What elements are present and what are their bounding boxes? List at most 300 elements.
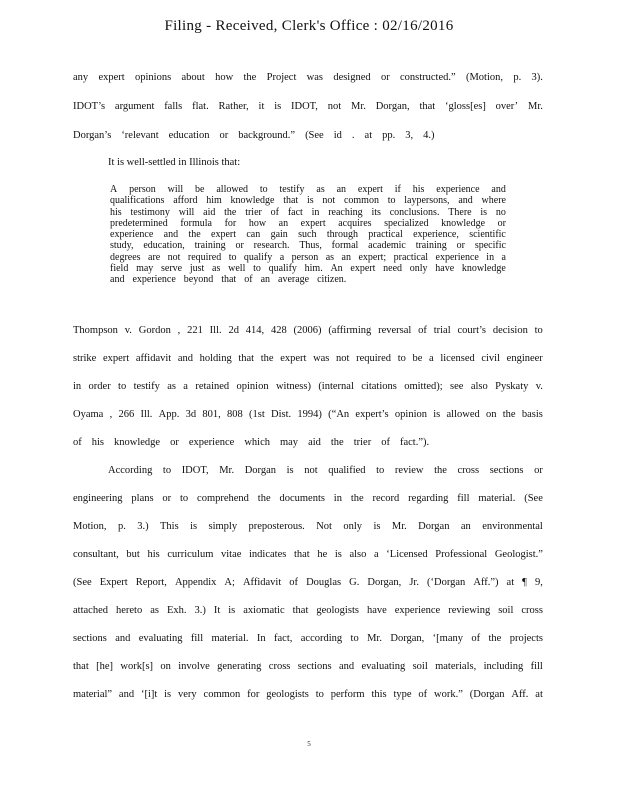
word: aid — [203, 206, 216, 218]
word: specific — [474, 240, 506, 252]
word: IDOT’s — [73, 101, 106, 112]
word: that — [283, 195, 299, 207]
word: to — [376, 465, 385, 476]
word: 3.) — [194, 605, 206, 616]
word: material. — [478, 493, 516, 504]
word: is — [228, 605, 236, 616]
word: plans — [131, 493, 154, 504]
word: very — [178, 689, 197, 700]
word: This — [160, 521, 179, 532]
word: and — [115, 633, 131, 644]
word: to — [350, 633, 359, 644]
word: Dorgan — [244, 465, 276, 476]
word: regarding — [408, 493, 449, 504]
word: 3d — [185, 409, 197, 420]
word: pp. — [382, 130, 396, 141]
text-line — [73, 689, 543, 700]
word: experience — [132, 274, 176, 286]
word: IDOT, — [181, 465, 209, 476]
word: in — [333, 493, 342, 504]
word: sections — [489, 465, 524, 476]
word: and — [110, 274, 125, 286]
word: as — [150, 605, 159, 616]
word: ¶ — [522, 577, 527, 588]
block-quote-line — [110, 274, 506, 285]
word: Gordon — [138, 325, 171, 336]
word: which — [244, 437, 270, 448]
word: not — [327, 101, 342, 112]
word: experience — [188, 437, 235, 448]
word: can — [246, 229, 261, 241]
word: omitted); — [404, 381, 443, 392]
word: App. — [158, 409, 180, 420]
word: Dorgan, — [390, 633, 425, 644]
word: or — [497, 217, 506, 229]
word: 221 — [187, 325, 203, 336]
block-quote-line — [110, 240, 506, 251]
word: Appendix — [174, 577, 217, 588]
word: is — [334, 549, 342, 560]
word: experience — [394, 605, 441, 616]
word: (2006) — [293, 325, 322, 336]
word: ‘Licensed — [386, 549, 428, 560]
word: afford — [173, 195, 198, 207]
word: experience — [435, 251, 479, 263]
block-quote-line — [110, 252, 506, 263]
word: or — [534, 465, 543, 476]
word: and — [118, 689, 135, 700]
word: average — [278, 274, 310, 286]
word: fill — [457, 493, 470, 504]
word: Ill. — [209, 325, 222, 336]
word: that — [419, 101, 436, 112]
word: 1994) — [297, 409, 322, 420]
word: experience — [436, 184, 480, 195]
block-quote-line — [110, 184, 506, 195]
word: qualify — [243, 251, 273, 263]
word: projects — [509, 633, 543, 644]
word: to — [534, 325, 543, 336]
word: was — [313, 353, 330, 364]
word: to — [397, 353, 406, 364]
word: Affidavit — [242, 577, 282, 588]
word: the — [188, 229, 201, 241]
word: p. — [513, 72, 522, 83]
word: about — [181, 72, 205, 83]
word: fact.”). — [399, 437, 430, 448]
word: sections — [73, 633, 107, 644]
word: as — [325, 251, 335, 263]
word: how — [215, 72, 234, 83]
word: environmental — [482, 521, 543, 532]
word: of — [244, 274, 253, 286]
word: (Dorgan — [469, 689, 505, 700]
word: aid — [308, 437, 321, 448]
word: experience, — [413, 229, 459, 241]
text-line — [73, 493, 543, 504]
word: common — [203, 689, 241, 700]
word: 266 — [118, 409, 135, 420]
word: expert’s — [355, 409, 389, 420]
word: also — [349, 549, 367, 560]
word: serve — [161, 263, 183, 275]
word: to — [259, 184, 268, 195]
word: court’s — [457, 325, 487, 336]
word: [he] — [96, 661, 114, 672]
word: opinions — [135, 72, 172, 83]
word: record — [372, 493, 400, 504]
word: it — [258, 101, 265, 112]
word: Dist. — [271, 409, 292, 420]
text-line — [73, 101, 543, 112]
word: Not — [316, 521, 332, 532]
word: hereto — [115, 605, 143, 616]
word: be — [195, 184, 205, 195]
word: (internal — [318, 381, 354, 392]
word: academic — [368, 240, 406, 252]
word: geologists — [316, 605, 359, 616]
word: engineering — [73, 493, 123, 504]
word: on — [486, 409, 497, 420]
word: field — [110, 263, 129, 275]
word: the — [488, 633, 502, 644]
word: qualified — [328, 465, 366, 476]
word: Motion, — [73, 521, 107, 532]
word: background.” — [238, 130, 296, 141]
word: expert — [357, 184, 383, 195]
word: argument — [114, 101, 155, 112]
word: to — [162, 465, 172, 476]
word: experience — [110, 229, 154, 241]
word: expert — [98, 72, 125, 83]
word: formula — [180, 217, 212, 229]
word: (See — [73, 577, 92, 588]
word: axiomatic — [243, 605, 285, 616]
word: basis — [521, 409, 543, 420]
word: (‘Dorgan — [427, 577, 466, 588]
word: trier — [353, 437, 372, 448]
word: According — [108, 465, 153, 476]
text-line — [73, 577, 543, 588]
word: specialized — [384, 217, 429, 229]
word: attached — [73, 605, 108, 616]
word: (1st — [249, 409, 265, 420]
word: beyond — [183, 274, 214, 286]
word: or — [456, 240, 465, 252]
intro-line: It is well-settled in Illinois that: — [108, 157, 241, 168]
word: work[s] — [120, 661, 154, 672]
word: soil — [412, 661, 428, 672]
word: according — [300, 633, 343, 644]
word: a — [279, 251, 285, 263]
word: that — [292, 605, 309, 616]
word: designed — [333, 72, 371, 83]
word: testimony — [130, 206, 170, 218]
text-line — [73, 72, 543, 83]
word: to — [315, 689, 324, 700]
word: or — [170, 437, 179, 448]
word: to — [180, 493, 189, 504]
word: to — [253, 263, 261, 275]
word: 2d — [228, 325, 239, 336]
word: an — [260, 274, 271, 286]
text-line — [73, 353, 543, 364]
word: perform — [330, 689, 365, 700]
word: where — [481, 195, 506, 207]
word: no — [495, 206, 506, 218]
word: review — [394, 465, 424, 476]
word: the — [257, 493, 271, 504]
word: cross — [268, 661, 291, 672]
text-line — [73, 130, 543, 141]
word: may — [279, 437, 299, 448]
word: Mr. — [528, 101, 543, 112]
word: qualify — [268, 263, 297, 275]
word: but — [126, 549, 140, 560]
word: research. — [253, 240, 290, 252]
word: citizen. — [317, 274, 347, 286]
word: Dorgan, — [367, 577, 402, 588]
word: is — [274, 101, 282, 112]
word: that — [238, 353, 255, 364]
word: a — [374, 549, 379, 560]
word: licensed — [440, 353, 475, 364]
word: for — [247, 689, 260, 700]
word: 3.) — [137, 521, 149, 532]
word: just — [189, 263, 205, 275]
word: an — [460, 521, 471, 532]
word: is — [164, 689, 172, 700]
page-number: 5 — [307, 740, 311, 748]
word: if — [394, 184, 401, 195]
block-quote-line — [110, 263, 506, 274]
word: its — [371, 206, 381, 218]
text-line — [73, 633, 543, 644]
word: of — [418, 689, 428, 700]
word: Aff. — [511, 689, 529, 700]
word: see — [450, 381, 464, 392]
word: him. — [304, 263, 323, 275]
word: , — [109, 409, 113, 420]
word: not — [322, 195, 336, 207]
word: evaluating — [361, 661, 406, 672]
word: him — [206, 195, 222, 207]
word: degrees — [110, 251, 141, 263]
word: how — [248, 217, 267, 229]
word: and — [177, 353, 194, 364]
word: materials, — [435, 661, 477, 672]
word: fact, — [274, 633, 293, 644]
word: training — [194, 240, 226, 252]
word: through — [326, 229, 358, 241]
word: an — [341, 251, 351, 263]
word: of — [471, 633, 481, 644]
word: over’ — [495, 101, 519, 112]
word: ‘[i]t — [140, 689, 158, 700]
word: Exh. — [166, 605, 187, 616]
word: Report, — [135, 577, 167, 588]
word: in — [73, 381, 82, 392]
word: reversal — [378, 325, 412, 336]
word: Pyskaty — [495, 381, 529, 392]
word: involve — [178, 661, 210, 672]
word: to — [228, 251, 237, 263]
word: for — [224, 217, 237, 229]
word: G. — [349, 577, 360, 588]
word: Jr. — [409, 577, 419, 588]
word: allowed — [216, 184, 249, 195]
word: It — [213, 605, 221, 616]
word: formal — [331, 240, 359, 252]
word: the — [350, 493, 364, 504]
word: retained — [195, 381, 230, 392]
word: and — [491, 184, 506, 195]
word: reaching — [328, 206, 363, 218]
word: knowledge — [461, 263, 506, 275]
block-quote-line — [110, 195, 506, 206]
word: consultant, — [73, 549, 119, 560]
word: material” — [73, 689, 113, 700]
word: A; — [224, 577, 235, 588]
word: expert — [280, 353, 307, 364]
word: to — [387, 195, 396, 207]
word: fill — [190, 633, 204, 644]
word: evaluating — [138, 633, 183, 644]
word: indicates — [249, 549, 287, 560]
block-quote-line — [110, 218, 506, 229]
word: any — [73, 72, 89, 83]
text-line — [73, 605, 543, 616]
word: or — [235, 240, 244, 252]
filing-stamp-header: Filing - Received, Clerk's Office : 02/16/2016 — [164, 18, 454, 34]
word: affidavit — [135, 353, 172, 364]
word: ‘[many — [432, 633, 463, 644]
word: 414, — [245, 325, 265, 336]
word: Mr. — [367, 633, 382, 644]
word: his — [110, 206, 122, 218]
word: testify — [133, 381, 160, 392]
word: simply — [208, 521, 238, 532]
word: a — [429, 353, 434, 364]
word: of — [73, 437, 82, 448]
word: of — [289, 577, 299, 588]
word: A — [110, 184, 118, 195]
text-line — [108, 465, 543, 476]
word: of — [381, 437, 390, 448]
word: practical — [393, 251, 429, 263]
word: is — [286, 465, 294, 476]
word: only — [409, 263, 428, 275]
text-line — [73, 661, 543, 672]
word: id — [333, 130, 342, 141]
word: Aff.”) — [473, 577, 499, 588]
word: 3, — [405, 130, 414, 141]
word: such — [298, 229, 317, 241]
word: falls — [164, 101, 183, 112]
word: not — [336, 353, 350, 364]
word: predetermined — [110, 217, 168, 229]
word: Dorgan’s — [73, 130, 112, 141]
block-quote-line — [110, 229, 506, 240]
block-quote — [110, 184, 506, 286]
word: Dorgan, — [375, 101, 410, 112]
word: Rather, — [218, 101, 249, 112]
word: 801, — [202, 409, 221, 420]
word: There — [448, 206, 472, 218]
word: in — [311, 206, 320, 218]
word: allowed — [446, 409, 480, 420]
word: decision — [492, 325, 528, 336]
word: training — [415, 240, 447, 252]
block-quote-line — [110, 207, 506, 218]
word: sections — [297, 661, 332, 672]
word: have — [366, 605, 387, 616]
word: education — [168, 130, 210, 141]
word: required — [187, 251, 222, 263]
word: p. — [117, 521, 126, 532]
word: will — [167, 184, 184, 195]
word: is — [433, 409, 441, 420]
word: expert — [211, 229, 237, 241]
word: in — [486, 251, 495, 263]
word: trial — [433, 325, 451, 336]
text-line — [73, 549, 543, 560]
word: , — [177, 325, 181, 336]
word: that — [221, 274, 237, 286]
word: as — [167, 381, 176, 392]
word: ‘relevant — [121, 130, 159, 141]
word: this — [371, 689, 387, 700]
word: to — [118, 381, 127, 392]
word: he — [317, 549, 328, 560]
text-line — [73, 409, 543, 420]
word: opinion — [394, 409, 427, 420]
word: at — [506, 577, 515, 588]
word: required — [356, 353, 392, 364]
word: or — [162, 493, 172, 504]
word: his — [412, 184, 425, 195]
word: not — [167, 251, 181, 263]
word: be — [412, 353, 423, 364]
word: also — [470, 381, 488, 392]
word: are — [148, 251, 161, 263]
word: documents — [279, 493, 325, 504]
word: 428 — [270, 325, 287, 336]
word: trier — [245, 206, 262, 218]
word: Thus, — [299, 240, 322, 252]
word: engineer — [506, 353, 543, 364]
word: expert — [102, 353, 130, 364]
word: fill — [530, 661, 543, 672]
word: of — [270, 206, 279, 218]
word: Project — [266, 72, 297, 83]
word: vitae — [221, 549, 242, 560]
word: testify — [279, 184, 305, 195]
word: gain — [270, 229, 288, 241]
word: citations — [361, 381, 397, 392]
word: Thompson — [73, 325, 118, 336]
word: Oyama — [73, 409, 104, 420]
word: v. — [535, 381, 543, 392]
word: Mr. — [350, 101, 366, 112]
word: qualifications — [110, 195, 165, 207]
word: Douglas — [306, 577, 342, 588]
word: was — [306, 72, 324, 83]
word: as — [316, 184, 325, 195]
word: fact — [287, 206, 303, 218]
word: (affirming — [328, 325, 372, 336]
word: or — [380, 72, 390, 83]
